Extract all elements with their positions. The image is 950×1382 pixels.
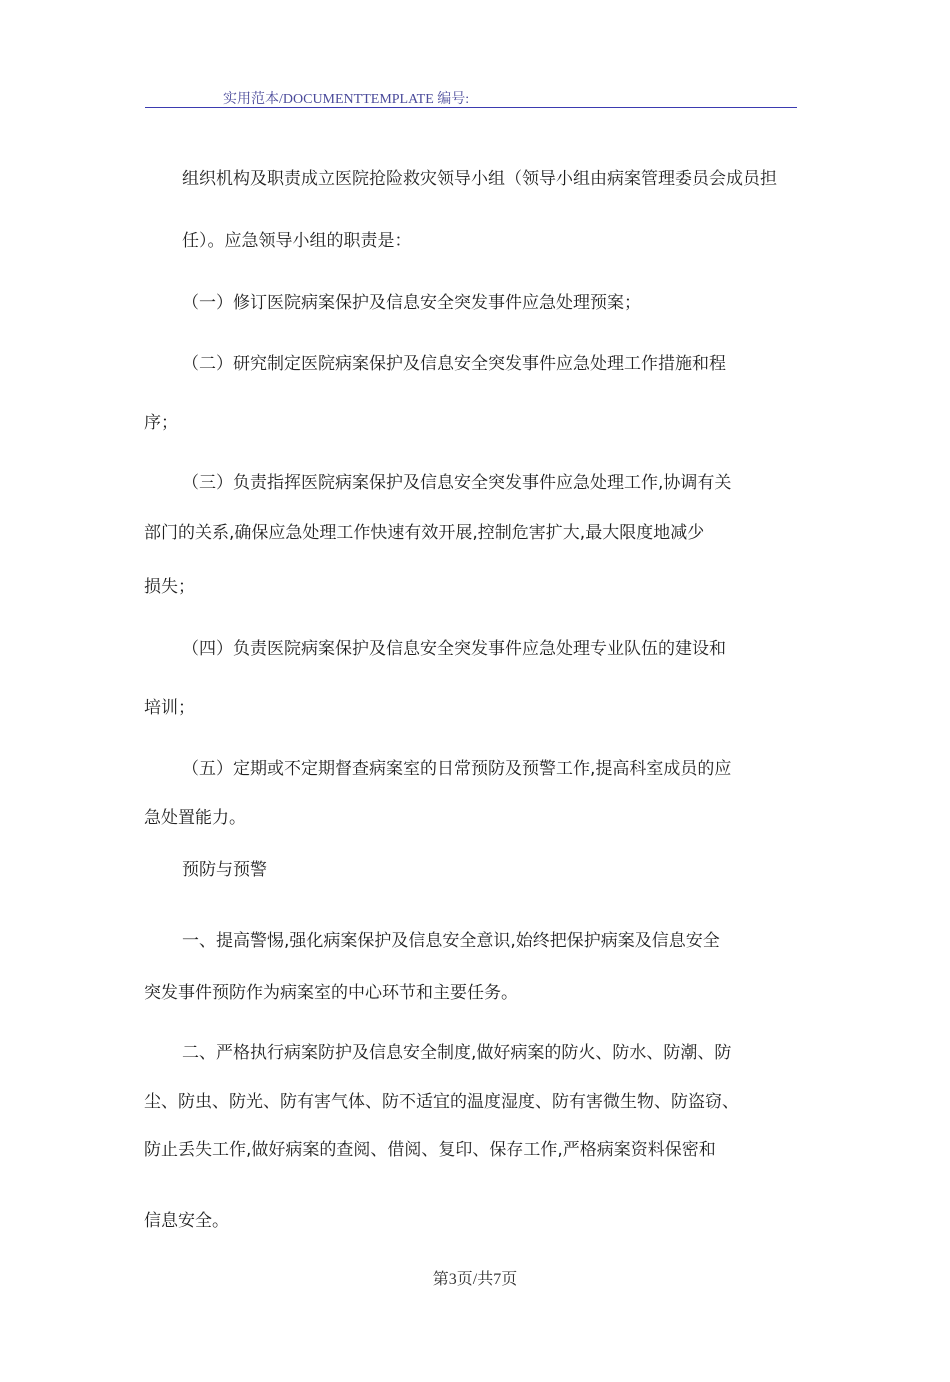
- page-header: [145, 88, 797, 108]
- paragraph-line: 组织机构及职责成立医院抢险救灾领导小组（领导小组由病案管理委员会成员担: [182, 169, 777, 189]
- header-text: 实用范本/DOCUMENTTEMPLATE 编号:: [223, 92, 470, 107]
- paragraph-line: （四）负责医院病案保护及信息安全突发事件应急处理专业队伍的建设和: [182, 639, 726, 659]
- paragraph-line: （五）定期或不定期督查病案室的日常预防及预警工作,提高科室成员的应: [182, 759, 732, 779]
- paragraph-line: 信息安全。: [144, 1211, 229, 1231]
- paragraph-line: 序；: [144, 413, 178, 433]
- paragraph-line: 一、提高警惕,强化病案保护及信息安全意识,始终把保护病案及信息安全: [182, 931, 720, 951]
- paragraph-line: 培训；: [144, 698, 195, 718]
- section-heading: 预防与预警: [182, 860, 267, 880]
- paragraph-line: （三）负责指挥医院病案保护及信息安全突发事件应急处理工作,协调有关: [182, 473, 732, 493]
- paragraph-line: 尘、防虫、防光、防有害气体、防不适宜的温度湿度、防有害微生物、防盗窃、: [144, 1092, 739, 1112]
- paragraph-line: 损失；: [144, 577, 195, 597]
- paragraph-line: （二）研究制定医院病案保护及信息安全突发事件应急处理工作措施和程: [182, 354, 726, 374]
- page-footer: 第3页/共7页: [432, 1271, 518, 1288]
- paragraph-line: 急处置能力。: [144, 808, 246, 828]
- paragraph-line: 突发事件预防作为病案室的中心环节和主要任务。: [144, 983, 518, 1003]
- paragraph-line: 二、严格执行病案防护及信息安全制度,做好病案的防火、防水、防潮、防: [182, 1043, 732, 1063]
- paragraph-line: 任）。应急领导小组的职责是：: [182, 231, 412, 251]
- paragraph-line: （一）修订医院病案保护及信息安全突发事件应急处理预案；: [182, 293, 641, 313]
- paragraph-line: 防止丢失工作,做好病案的查阅、借阅、复印、保存工作,严格病案资料保密和: [144, 1140, 716, 1160]
- paragraph-line: 部门的关系,确保应急处理工作快速有效开展,控制危害扩大,最大限度地减少: [144, 523, 705, 543]
